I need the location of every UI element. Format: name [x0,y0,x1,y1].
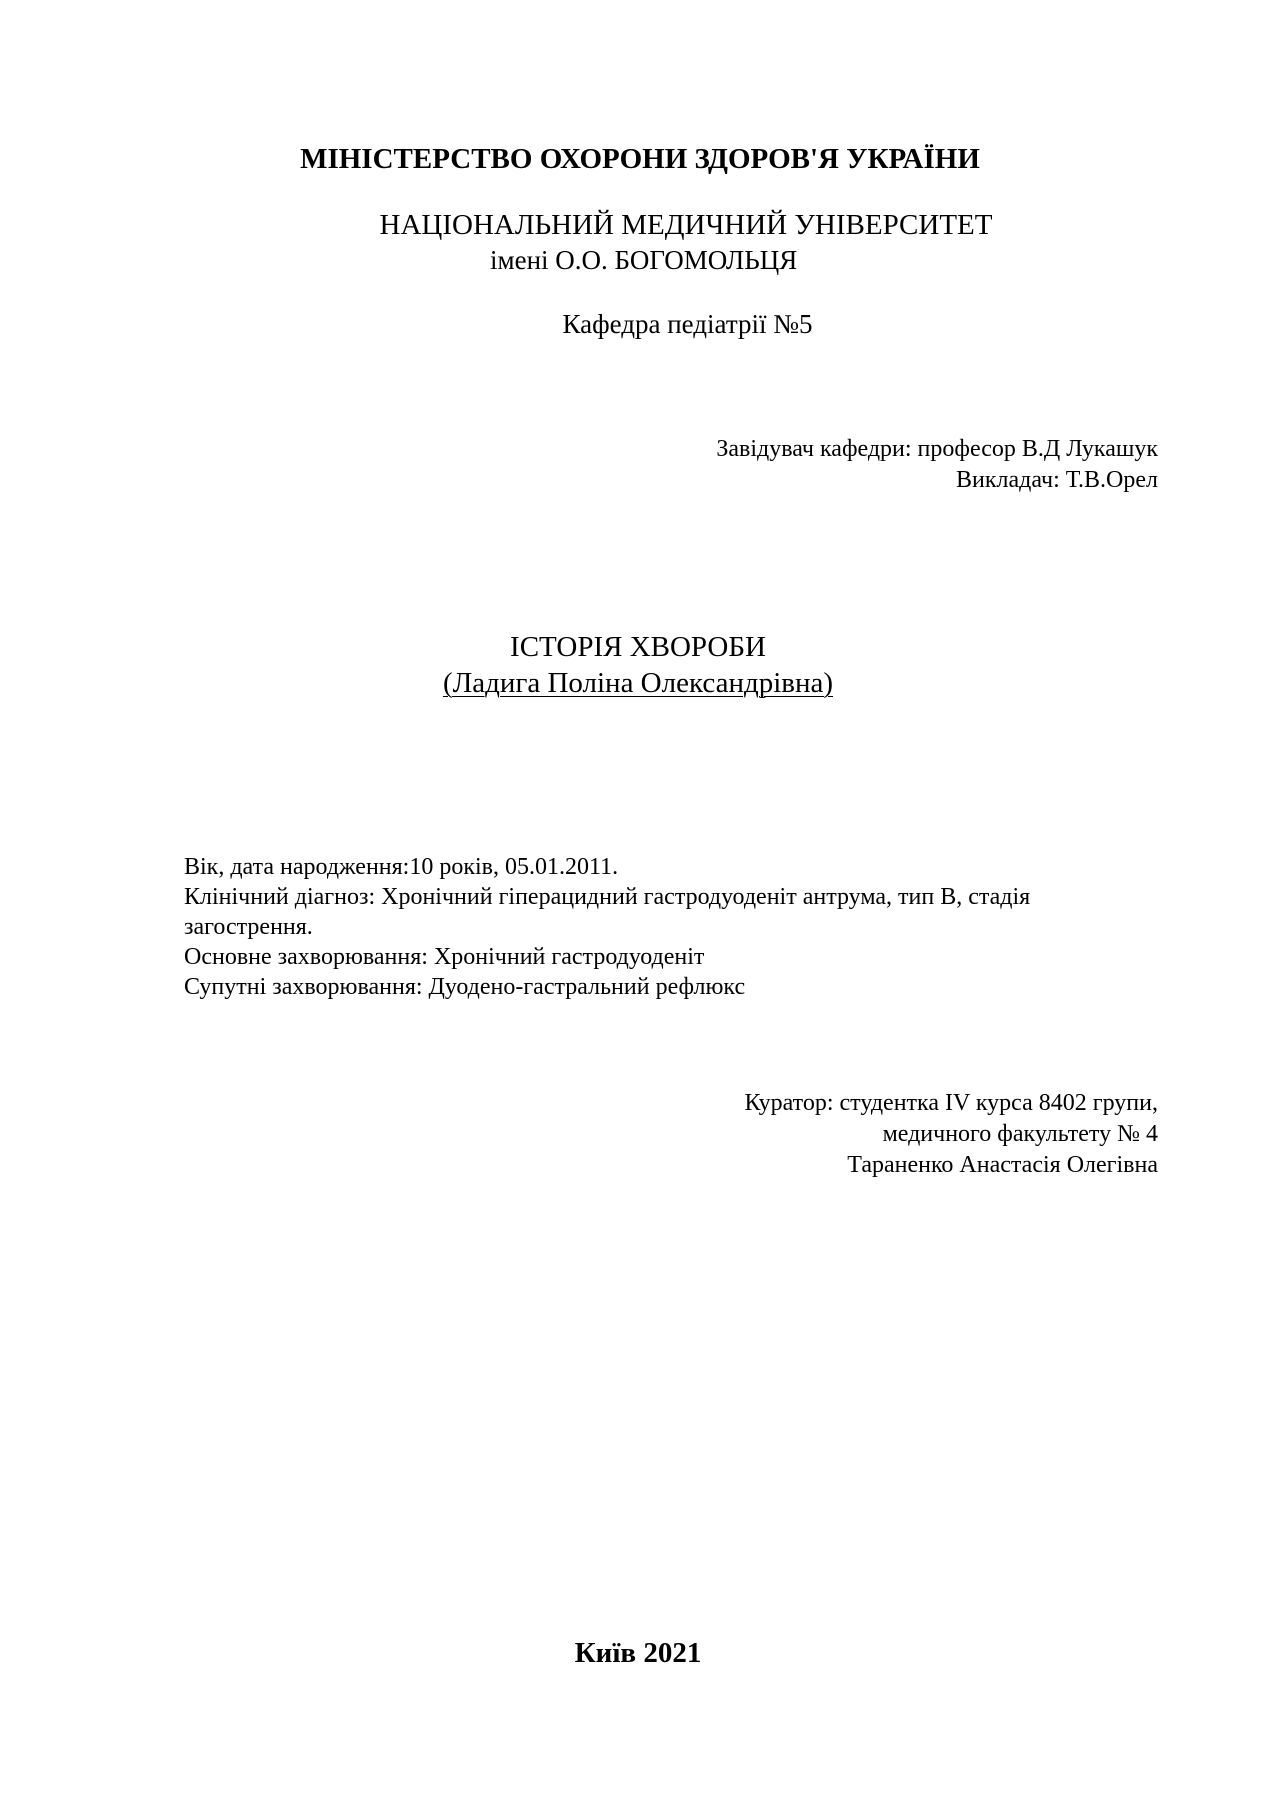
department-head: Завідувач кафедри: професор В.Д Лукашук [716,436,1158,462]
staff-block [716,434,1158,496]
document-title: ІСТОРІЯ ХВОРОБИ [510,631,766,663]
age-birthdate: Вік, дата народження:10 років, 05.01.2011. [184,854,619,880]
patient-name-line [0,666,1276,700]
teacher: Викладач: Т.В.Орел [955,467,1158,493]
clinical-diagnosis: Клінічний діагноз: Хронічний гіперацидний гастродуоденіт антрума, тип В, стадія загострення. [184,884,1031,940]
ministry-title: МІНІСТЕРСТВО ОХОРОНИ ЗДОРОВ'Я УКРАЇНИ [300,143,980,175]
patient-info-block [184,852,1144,1002]
department-name: Кафедра педіатрії №5 [562,309,813,339]
concomitant-diseases: Супутні захворювання: Дуодено-гастральний рефлюкс [184,974,746,1000]
curator-name: Тараненко Анастасія Олегівна [847,1152,1158,1178]
curator-line-1: Куратор: студентка IV курса 8402 групи, [744,1090,1158,1116]
university-name: НАЦІОНАЛЬНИЙ МЕДИЧНИЙ УНІВЕРСИТЕТ [379,209,993,241]
main-disease: Основне захворювання: Хронічний гастродуоденіт [184,944,705,970]
city-year: Київ 2021 [574,1637,702,1669]
university-name-suffix: імені О.О. БОГОМОЛЬЦЯ [490,245,798,275]
curator-block [744,1088,1158,1181]
curator-line-2: медичного факультету № 4 [882,1121,1158,1147]
patient-name: (Ладига Поліна Олександрівна) [442,667,834,699]
